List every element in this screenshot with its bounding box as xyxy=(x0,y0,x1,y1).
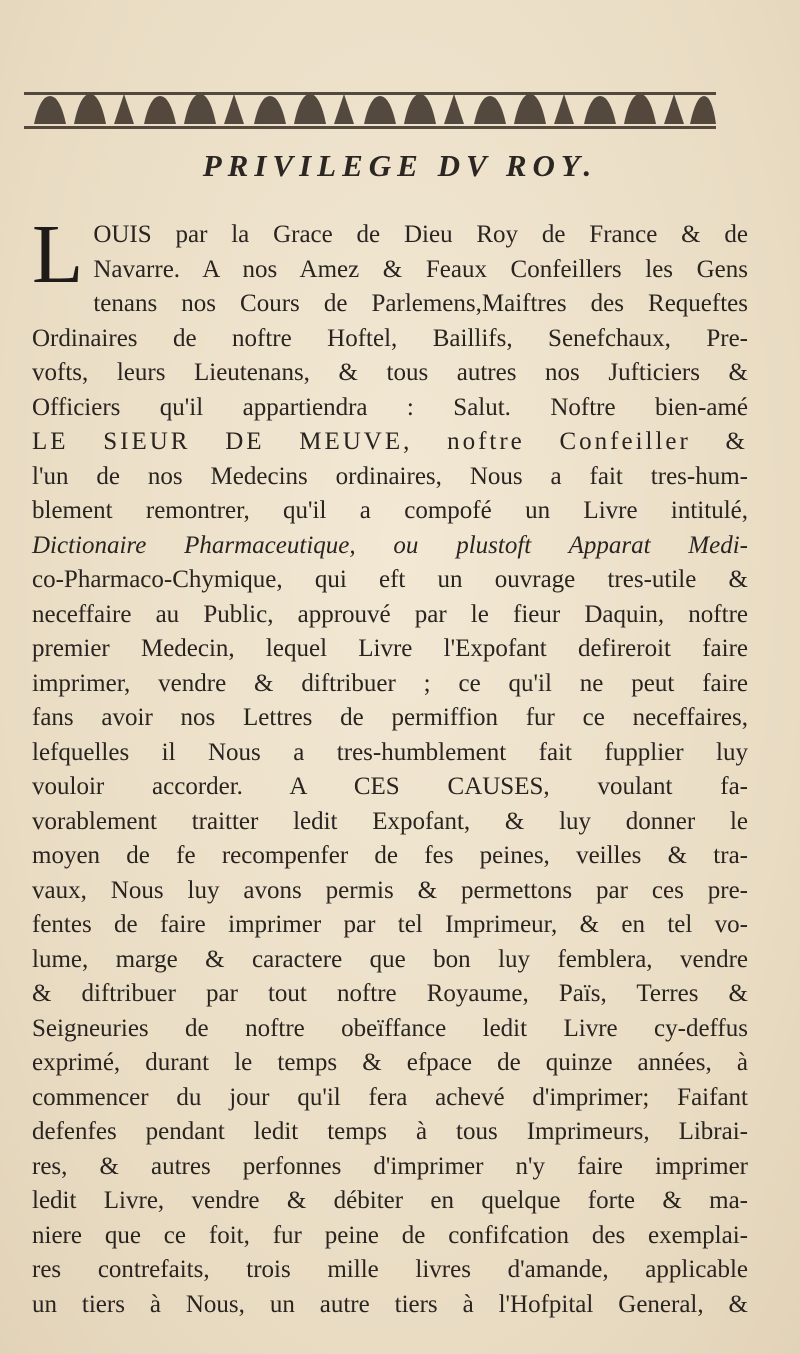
text-line: commencer du jour qu'il fera achevé d'imprimer; Faifant xyxy=(32,1083,748,1111)
text-line: l'un de nos Medecins ordinaires, Nous a fait tres-hum- xyxy=(32,462,748,490)
text-line: imprimer, vendre & diftribuer ; ce qu'il ne peut faire xyxy=(32,669,748,697)
text-line: vaux, Nous luy avons permis & permettons par ces pre- xyxy=(32,876,748,904)
text-line: Dictionaire Pharmaceutique, ou plustoft Apparat Medi- xyxy=(32,531,748,559)
text-line: & diftribuer par tout noftre Royaume, Païs, Terres & xyxy=(32,980,748,1007)
text-line: neceffaire au Public, approuvé par le fieur Daquin, noftre xyxy=(32,600,748,628)
text-line: Officiers qu'il appartiendra : Salut. Noftre bien-amé xyxy=(32,393,748,421)
text-line: fans avoir nos Lettres de permiffion fur ce neceffaires, xyxy=(32,704,748,731)
text-line: vofts, leurs Lieutenans, & tous autres nos Jufticiers & xyxy=(32,359,748,386)
text-line: lefquelles il Nous a tres-humblement fait fupplier luy xyxy=(32,738,748,766)
text-line: res contrefaits, trois mille livres d'amande, applicable xyxy=(32,1256,748,1283)
text-line: ledit Livre, vendre & débiter en quelque forte & ma- xyxy=(32,1187,748,1214)
drop-cap: L xyxy=(32,208,84,301)
text-line: tenans nos Cours de Parlemens,Maiftres des Requeftes xyxy=(93,290,748,317)
text-line: vorablement traitter ledit Expofant, & luy donner le xyxy=(32,807,748,835)
text-line: niere que ce foit, fur peine de confifcation des exemplai- xyxy=(32,1221,748,1249)
text-line: co-Pharmaco-Chymique, qui eft un ouvrage tres-utile & xyxy=(32,566,748,593)
text-line: Seigneuries de noftre obeïffance ledit Livre cy-deffus xyxy=(32,1014,748,1042)
text-line: OUIS par la Grace de Dieu Roy de France & de xyxy=(93,221,748,248)
text-line: premier Medecin, lequel Livre l'Expofant defireroit faire xyxy=(32,635,748,662)
text-line: Ordinaires de noftre Hoftel, Baillifs, Senefchaux, Pre- xyxy=(32,324,748,352)
text-line: moyen de fe recompenfer de fes peines, veilles & tra- xyxy=(32,842,748,869)
text-line: Navarre. A nos Amez & Feaux Confeillers les Gens xyxy=(93,255,748,283)
text-line: res, & autres perfonnes d'imprimer n'y faire imprimer xyxy=(32,1152,748,1180)
privilege-text xyxy=(32,208,748,1322)
text-line: vouloir accorder. A CES CAUSES, voulant fa- xyxy=(32,773,748,800)
text-line: lume, marge & caractere que bon luy femblera, vendre xyxy=(32,945,748,973)
text-line: fentes de faire imprimer par tel Imprimeur, & en tel vo- xyxy=(32,911,748,938)
text-line: exprimé, durant le temps & efpace de quinze années, à xyxy=(32,1049,748,1076)
ornament-band-icon xyxy=(20,86,720,134)
text-line: blement remontrer, qu'il a compofé un Livre intitulé, xyxy=(32,497,748,524)
text-line: un tiers à Nous, un autre tiers à l'Hofpital General, & xyxy=(32,1290,748,1318)
text-line: defenfes pendant ledit temps à tous Imprimeurs, Librai- xyxy=(32,1118,748,1145)
text-line: LE SIEUR DE MEUVE, noftre Confeiller & xyxy=(32,428,748,455)
page-title: PRIVILEGE DV ROY. xyxy=(202,148,598,183)
